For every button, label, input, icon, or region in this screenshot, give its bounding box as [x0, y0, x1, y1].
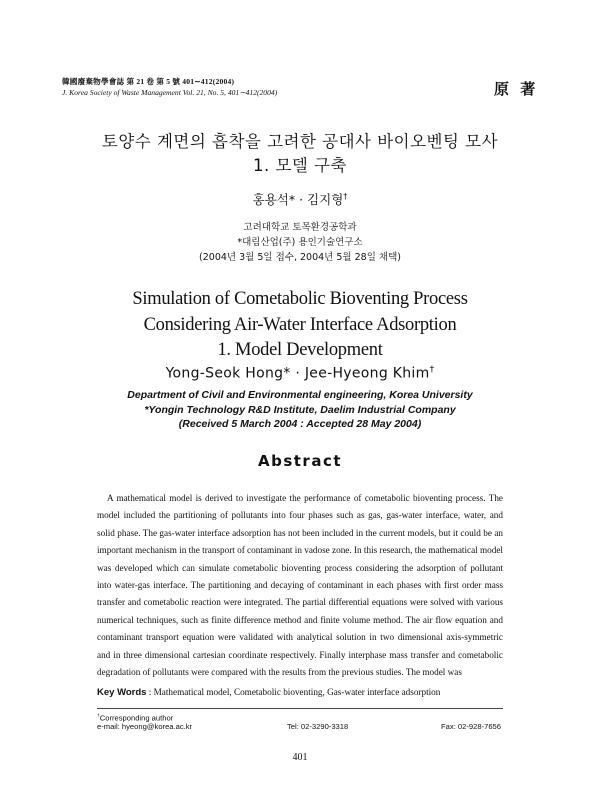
english-authors [0, 365, 600, 382]
footnote-divider [97, 708, 503, 709]
english-received-dates: (Received 5 March 2004 : Accepted 28 May 2004) [178, 418, 422, 430]
contact-row [97, 722, 507, 732]
english-affiliation-2: *Yongin Technology R&D Institute, Daelim Industrial Company [144, 403, 456, 416]
corresponding-mark-kr: † [343, 190, 348, 201]
english-author-names: Yong-Seok Hong* · Jee-Hyeong Khim [165, 365, 430, 382]
contact-tel: Tel: 02-3290-3318 [287, 722, 349, 731]
abstract-paragraph: A mathematical model is derived to investigate the performance of cometabolic bioventing process. The model included the partitioning of pollutants into four phases such as gas, gas-water interface, water, and solid phase. The gas-water interface adsorption has not been included in the current models, but it could be an important mechanism in the transport of contaminant in vadose zone. In this research, the mathematical model was developed which can simulate cometabolic bioventing process considering the adsorption of pollutant into water-gas interface. The partitioning and decaying of contaminant in each phases with first order mass transfer and cometabolic reaction were integrated. The partial differential equations were solved with various numerical techniques, such as finite difference method and finite volume method. The air flow equation and contaminant transport equation were validated with analytical solution in two dimensional axis-symmetric and in three dimensional cartesian coordinate respectively. Finally interphase mass transfer and cometabolic degradation of pollutants were compared with the results from the previous studies. The model was [97, 493, 503, 678]
korean-title-line-2: 1. 모델 구축 [253, 156, 347, 175]
contact-email: e-mail: hyeong@korea.ac.kr [97, 722, 193, 731]
korean-authors [0, 190, 600, 208]
corresponding-author-label: Corresponding author [99, 713, 174, 723]
korean-author-names: 홍용석* · 김지형 [252, 192, 344, 207]
journal-korean-line: 韓國廢棄物學會誌 第 21 卷 第 5 號 401∼412(2004) [62, 77, 235, 86]
english-affiliations [0, 388, 600, 432]
english-title-line-1: Simulation of Cometabolic Bioventing Process [132, 289, 468, 309]
english-title [0, 287, 600, 364]
abstract-heading: Abstract [257, 452, 343, 470]
journal-header [62, 76, 277, 98]
abstract-body [97, 490, 503, 681]
keywords-text: : Mathematical model, Cometabolic bioventing, Gas-water interface adsorption [146, 687, 441, 697]
english-affiliation-1: Department of Civil and Environmental engineering, Korea University [127, 389, 473, 401]
corresponding-mark-en: † [429, 365, 435, 375]
page-number: 401 [292, 752, 308, 763]
keywords [97, 687, 517, 698]
korean-received-dates: (2004년 3월 5일 접수, 2004년 5월 28일 채택) [199, 252, 401, 263]
article-type-badge: 原 著 [494, 80, 539, 98]
korean-title-line-1: 토양수 계면의 흡착을 고려한 공대사 바이오벤팅 모사 [101, 132, 499, 151]
english-title-line-3: 1. Model Development [217, 340, 383, 360]
korean-affiliation-2: *대림산업(주) 용인기술연구소 [237, 237, 363, 248]
english-title-line-2: Considering Air-Water Interface Adsorption [143, 314, 457, 335]
footnote [97, 712, 507, 732]
footnote-mark: † [97, 714, 100, 719]
journal-english-line: J. Korea Society of Waste Management Vol. 21, No. 5, 401∼412(2004) [62, 88, 278, 97]
contact-fax: Fax: 02-928-7656 [441, 722, 501, 731]
korean-affiliations [0, 220, 600, 265]
keywords-label: Key Words [97, 687, 147, 698]
korean-title [0, 130, 600, 178]
corresponding-author-row [97, 712, 507, 722]
korean-affiliation-1: 고려대학교 토목환경공학과 [243, 222, 357, 233]
